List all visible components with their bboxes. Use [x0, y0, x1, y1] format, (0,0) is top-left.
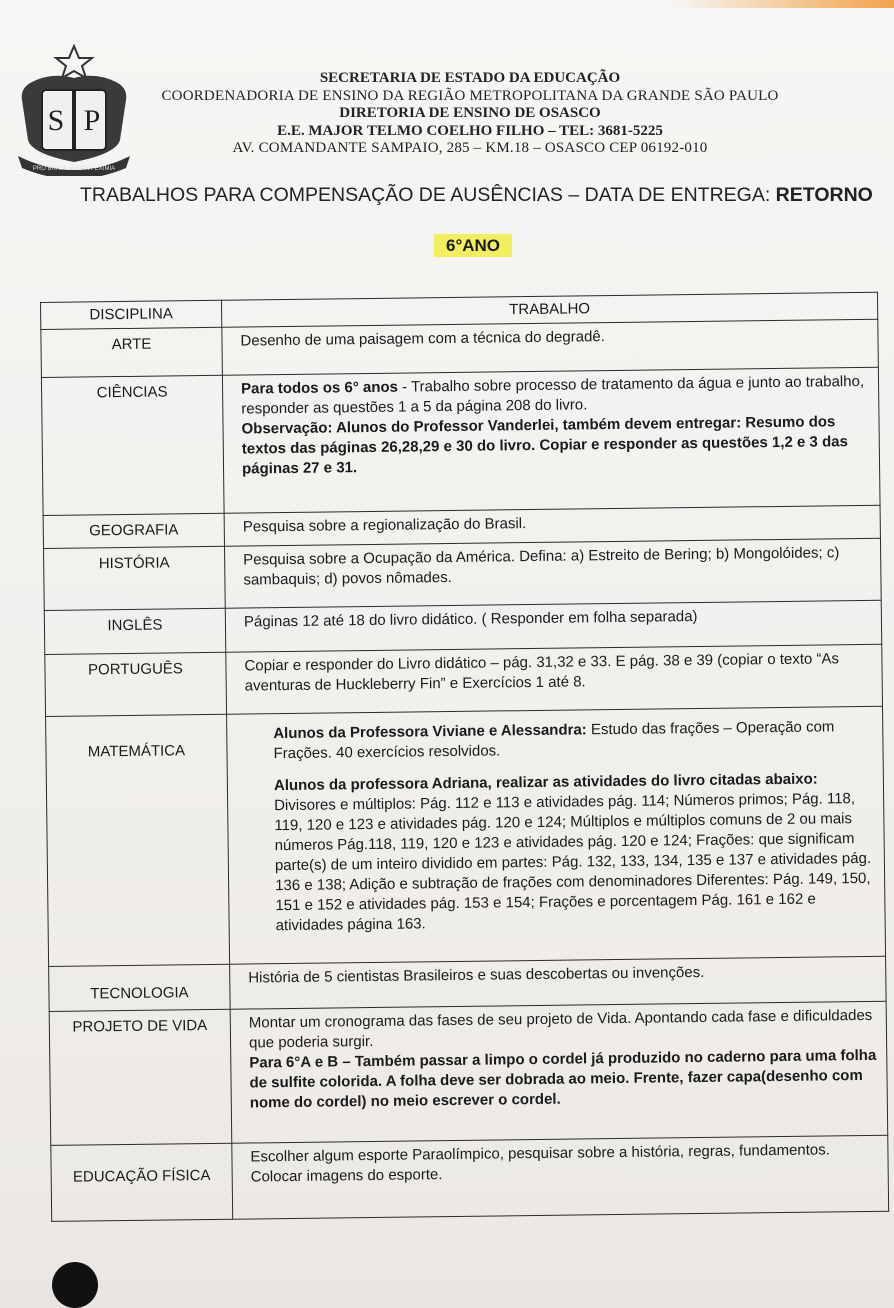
table-row [45, 644, 883, 716]
discipline-tecnologia: TECNOLOGIA [49, 964, 231, 1011]
ciencias-bold-intro: Para todos os 6° anos [240, 378, 399, 398]
col-header-discipline: DISCIPLINA [41, 300, 222, 329]
matematica-group1-label: Alunos da Professora Viviane e Alessandra: [273, 721, 587, 743]
col-header-work: TRABALHO [221, 292, 877, 327]
discipline-educacao-fisica: EDUCAÇÃO FÍSICA [51, 1143, 233, 1221]
discipline-projeto-de-vida: PROJETO DE VIDA [49, 1009, 232, 1145]
state-seal-icon [12, 44, 136, 176]
page-title-emphasis: RETORNO [775, 184, 873, 206]
letterhead-secretaria: SECRETARIA DE ESTADO DA EDUCAÇÃO [319, 70, 621, 86]
seal-motto: PRO BRASILIA FIANT EXIMIA [32, 166, 116, 172]
table-row [46, 706, 886, 966]
letterhead-coordenadoria: COORDENADORIA DE ENSINO DA REGIÃO METROPOLITANA DA GRANDE SÃO PAULO [161, 87, 779, 104]
work-matematica [227, 706, 886, 964]
discipline-ingles: INGLÊS [44, 608, 226, 654]
discipline-matematica: MATEMÁTICA [46, 714, 230, 966]
table-row [51, 1135, 889, 1221]
seal-letter-p: P [83, 104, 101, 137]
work-portugues: Copiar e responder do Livro didático – pág. 31,32 e 33. E pág. 38 e 39 (copiar o texto “As aventuras de Huckleberry Fin” e Exercícios 1 até 8. [226, 644, 883, 714]
table-row [41, 367, 880, 515]
ciencias-text: - Trabalho sobre processo de tratamento da água e junto ao trabalho, responder as questões 1 a 5 da página 208 do livro. [241, 372, 865, 418]
work-historia: Pesquisa sobre a Ocupação da América. Defina: a) Estreito de Bering; b) Mongolóides; c) sambaquis; d) povos nômades. [224, 538, 881, 608]
work-tecnologia: História de 5 cientistas Brasileiros e suas descobertas ou invenções. [230, 956, 887, 1009]
page-title [80, 184, 873, 207]
corner-shadow [52, 1262, 98, 1308]
matematica-group2-text: Divisores e múltiplos: Pág. 112 e 113 e atividades pág. 114; Números primos; Pág. 118, 119, 120 e 123 e atividades pág. 120 e 124; Múltiplos e múltiplos comuns de 2 ou mais números Pág.118, 119, 120 e 123 e atividades pág. 120 e 124; Frações: que significam parte(s) de um inteiro dividido em partes: Pág. 132, 133, 134, 135 e 137 e atividades pág. 136 e 138; Adição e subtração de frações com denominadores Diferentes: Pág. 149, 150, 151 e 152 e atividades pág. 153 e 154; Frações e porcentagem Pág. 161 e 162 e atividades página 163. [274, 790, 872, 935]
work-projeto-de-vida [230, 1001, 888, 1143]
letterhead-school: E.E. MAJOR TELMO COELHO FILHO – TEL: 3681-5225 [277, 122, 663, 139]
seal-letter-s: S [47, 104, 65, 137]
discipline-arte: ARTE [41, 327, 223, 377]
assignments-table [40, 292, 889, 1222]
projeto-bold-note: Para 6°A e B – Também passar a limpo o cordel já produzido no caderno para uma folha de sulfite colorida. A folha deve ser dobrada ao meio. Frente, fazer capa(desenho com nome do cordel) no meio escrever o cordel. [249, 1046, 877, 1112]
table-row [44, 538, 882, 610]
letterhead-address: AV. COMANDANTE SAMPAIO, 285 – KM.18 – OSASCO CEP 06192-010 [232, 140, 708, 156]
work-educacao-fisica: Escolher algum esporte Paraolímpico, pesquisar sobre a história, regras, fundamentos. Colocar imagens do esporte. [232, 1135, 889, 1219]
work-geografia: Pesquisa sobre a regionalização do Brasil. [224, 505, 880, 546]
work-ciencias [222, 367, 880, 513]
discipline-portugues: PORTUGUÊS [45, 652, 227, 716]
discipline-historia: HISTÓRIA [44, 546, 226, 610]
matematica-group1-text: Estudo das frações – Operação com Frações. 40 exercícios resolvidos. [273, 718, 835, 763]
letterhead-diretoria: DIRETORIA DE ENSINO DE OSASCO [339, 105, 601, 121]
projeto-text: Montar um cronograma das fases de seu projeto de Vida. Apontando cada fase e dificuldades que poderia surgir. [248, 1006, 873, 1052]
work-ingles: Páginas 12 até 18 do livro didático. ( Responder em folha separada) [225, 600, 881, 652]
letterhead [140, 70, 800, 158]
page-title-text: TRABALHOS PARA COMPENSAÇÃO DE AUSÊNCIAS – DATA DE ENTREGA: [80, 184, 776, 206]
grade-highlight: 6°ANO [434, 234, 512, 257]
work-arte: Desenho de uma paisagem com a técnica do degradê. [222, 319, 879, 375]
discipline-geografia: GEOGRAFIA [43, 513, 224, 548]
matematica-group2-label: Alunos da professora Adriana, realizar as atividades do livro citadas abaixo: [273, 770, 818, 795]
orange-edge [674, 0, 894, 8]
ciencias-observation: Observação: Alunos do Professor Vanderlei, também devem entregar: Resumo dos textos das páginas 26,28,29 e 30 do livro. Copiar e responder as questões 1,2 e 3 das páginas 27 e 31. [241, 413, 848, 478]
discipline-ciencias: CIÊNCIAS [41, 375, 224, 515]
table-row [49, 1001, 888, 1145]
